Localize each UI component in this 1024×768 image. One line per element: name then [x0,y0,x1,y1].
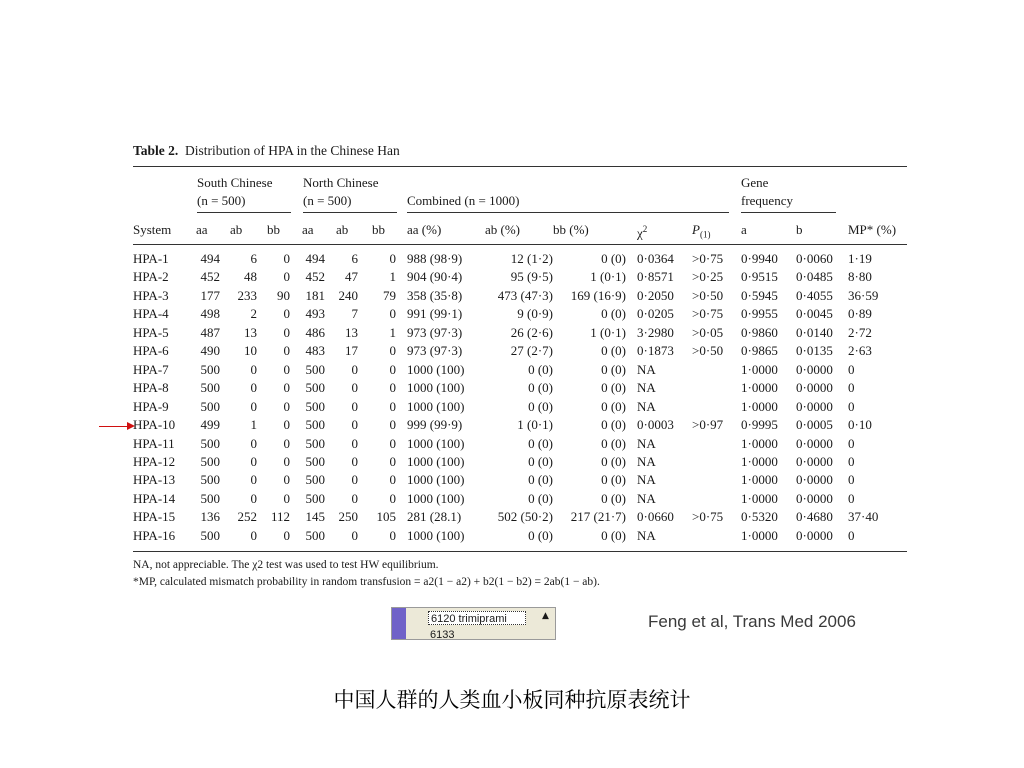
table-cell: 494 [200,251,220,266]
table-cell: 0 [250,472,257,488]
table-cell: 973 (97·3) [407,324,463,340]
column-header-0: System [133,222,172,237]
table-cell: NA [637,380,656,396]
table-cell: 79 [383,287,396,303]
column-header-4: aa [302,222,314,237]
table-cell: 0·5320 [741,509,778,525]
table-cell: 48 [244,269,257,285]
table-cell: 233 [237,287,257,303]
table-cell: 0 [389,398,396,414]
table-cell: 0·0060 [796,251,833,266]
table-cell: 0·4055 [796,287,833,303]
row-system-label: HPA-1 [133,251,169,266]
table-cell: 1·0000 [741,490,778,506]
table-cell: 0 (0) [601,453,626,469]
table-top-rule [133,166,907,167]
table-cell: 0·0045 [796,306,833,322]
table-cell: 2 [250,306,257,322]
table-cell: 1 (0·1) [590,324,626,340]
table-cell: 7 [351,306,358,322]
table-title: Distribution of HPA in the Chinese Han [185,143,400,158]
table-cell: 1 [389,269,396,285]
table-cell: 0·0000 [796,398,833,414]
table-cell: 0·0205 [637,306,674,322]
table-cell: 0·0135 [796,343,833,359]
table-cell: 0 [848,380,855,396]
table-cell: 1000 (100) [407,361,465,377]
table-cell: 0 [283,380,290,396]
table-cell: 500 [305,453,325,469]
column-header-1: aa [196,222,208,237]
group-header-south: South Chinese [197,175,273,190]
row-system-label: HPA-5 [133,324,169,340]
table-cell: 0·0364 [637,251,674,266]
table-cell: 1000 (100) [407,472,465,488]
table-cell: NA [637,398,656,414]
table-cell: 494 [305,251,325,266]
table-cell: 1000 (100) [407,527,465,543]
table-cell: 991 (99·1) [407,306,463,322]
table-cell: 0 (0) [601,472,626,488]
table-cell: 0 (0) [601,343,626,359]
table-cell: 0 [389,361,396,377]
table-cell: 0 [848,361,855,377]
table-cell: 240 [338,287,358,303]
table-cell: 112 [270,509,290,525]
table-cell: 90 [277,287,290,303]
table-cell: 0·4680 [796,509,833,525]
column-header-3: bb [267,222,280,237]
table-cell: 1·0000 [741,435,778,451]
row-system-label: HPA-7 [133,361,169,377]
table-cell: 1·19 [848,251,872,266]
table-cell: 0 (0) [528,527,553,543]
table-cell: 0 [389,472,396,488]
table-cell: 0 [389,417,396,433]
table-cell: 487 [200,324,220,340]
table-cell: 999 (99·9) [407,417,463,433]
table-cell: 0 [283,269,290,285]
table-cell: NA [637,453,656,469]
table-cell: 0·9995 [741,417,778,433]
table-cell: 0 [283,361,290,377]
table-cell: >0·50 [692,343,724,359]
table-cell: 0 [250,398,257,414]
table-cell: 0·0660 [637,509,674,525]
row-system-label: HPA-8 [133,380,169,396]
table-cell: 1·0000 [741,453,778,469]
table-caption [133,143,400,159]
table-cell: 13 [345,324,358,340]
scroll-up-icon[interactable]: ▲ [542,611,549,621]
table-cell: 0 [351,361,358,377]
table-cell: 12 (1·2) [510,251,553,266]
group-header-north: North Chinese [303,175,379,190]
table-cell: 500 [305,435,325,451]
table-cell: NA [637,472,656,488]
table-cell: 0 [283,251,290,266]
table-cell: >0·75 [692,306,724,322]
table-cell: 1 [250,417,257,433]
table-cell: NA [637,435,656,451]
table-cell: 1000 (100) [407,435,465,451]
column-header-13: b [796,222,803,237]
table-cell: 0 [250,490,257,506]
table-cell: 1·0000 [741,361,778,377]
table-cell: 2·63 [848,343,872,359]
table-cell: 1 (0·1) [517,417,553,433]
table-cell: 358 (35·8) [407,287,463,303]
table-cell: 0 [250,453,257,469]
table-note-mp: *MP, calculated mismatch probability in random transfusion = a2(1 − a2) + b2(1 − b2) = 2ab(1 − ab). [133,576,600,588]
table-cell: 217 (21·7) [570,509,626,525]
table-cell: 0 [351,398,358,414]
table-cell: >0·75 [692,509,724,525]
table-cell: 500 [305,472,325,488]
table-cell: 500 [305,490,325,506]
table-cell: 500 [200,435,220,451]
table-cell: 0·1873 [637,343,674,359]
table-cell: NA [637,361,656,377]
table-cell: 0 [283,527,290,543]
table-cell: 498 [200,306,220,322]
table-cell: >0·50 [692,287,724,303]
table-cell: >0·05 [692,324,724,340]
table-cell: 452 [200,269,220,285]
table-bottom-rule [133,551,907,552]
table-cell: 0 (0) [528,453,553,469]
table-cell: 0 [283,453,290,469]
table-cell: 0·2050 [637,287,674,303]
table-cell: 0 [283,343,290,359]
table-cell: 0·10 [848,417,872,433]
table-cell: 0 (0) [528,361,553,377]
table-cell: >0·97 [692,417,724,433]
table-cell: 0 [389,435,396,451]
table-cell: 0 [848,435,855,451]
table-cell: 0·0000 [796,527,833,543]
table-cell: 0·8571 [637,269,674,285]
table-cell: 0 [389,453,396,469]
table-cell: 6 [250,251,257,266]
table-cell: 0 [848,490,855,506]
table-cell: 145 [305,509,325,525]
citation: Feng et al, Trans Med 2006 [648,612,856,631]
table-cell: 1·0000 [741,380,778,396]
table-cell: 6 [351,251,358,266]
table-cell: 904 (90·4) [407,269,463,285]
table-cell: 0 [351,435,358,451]
table-cell: 0·9860 [741,324,778,340]
table-cell: 500 [305,361,325,377]
table-cell: 1·0000 [741,472,778,488]
table-cell: 500 [200,472,220,488]
table-cell: 1000 (100) [407,453,465,469]
table-cell: 0 [351,453,358,469]
table-cell: 490 [200,343,220,359]
list-side-bar [392,608,406,640]
table-cell: 252 [237,509,257,525]
table-notes [133,557,600,591]
table-cell: 0 (0) [601,435,626,451]
table-cell: 0 [351,490,358,506]
table-cell: NA [637,527,656,543]
table-cell: 486 [305,324,325,340]
row-system-label: HPA-11 [133,435,175,451]
table-header-rule [133,244,907,245]
table-cell: 493 [305,306,325,322]
table-cell: 0 (0) [601,527,626,543]
group-rule-gene [741,212,836,213]
table-cell: 0 [351,380,358,396]
table-cell: 500 [200,361,220,377]
table-cell: 26 (2·6) [510,324,553,340]
table-cell: 0·0000 [796,380,833,396]
table-cell: NA [637,490,656,506]
table-cell: 0 [351,472,358,488]
table-cell: 483 [305,343,325,359]
table-cell: 1 [389,324,396,340]
table-cell: 9 (0·9) [517,306,553,322]
table-cell: 136 [200,509,220,525]
table-cell: 250 [338,509,358,525]
table-cell: 973 (97·3) [407,343,463,359]
table-cell: 1000 (100) [407,490,465,506]
table-cell: 452 [305,269,325,285]
table-cell: 0 [848,398,855,414]
table-cell: 169 (16·9) [570,287,626,303]
table-cell: 0 [283,398,290,414]
column-header-2: ab [230,222,243,237]
table-cell: 0 [283,306,290,322]
table-cell: 500 [200,380,220,396]
table-cell: 500 [200,453,220,469]
table-cell: 500 [200,527,220,543]
table-cell: 988 (98·9) [407,251,463,266]
table-cell: 36·59 [848,287,879,303]
table-cell: 0 (0) [528,435,553,451]
table-cell: 0 (0) [601,251,626,266]
group-rule-combined [407,212,729,213]
table-cell: 0 (0) [601,306,626,322]
table-cell: 0·0003 [637,417,674,433]
table-cell: 0 [848,527,855,543]
table-cell: 1000 (100) [407,398,465,414]
row-system-label: HPA-14 [133,490,176,506]
table-cell: 0 [389,251,396,266]
table-cell: 502 (50·2) [497,509,553,525]
group-header-combined: Combined (n = 1000) [407,193,520,208]
highlight-arrow-line [99,426,129,427]
table-cell: 0 (0) [601,361,626,377]
table-cell: 105 [376,509,396,525]
table-cell: 0·9515 [741,269,778,285]
table-note-na: NA, not appreciable. The χ2 test was used to test HW equilibrium. [133,559,439,571]
table-cell: 0 (0) [528,398,553,414]
column-header-7: aa (%) [407,222,442,237]
table-cell: 0 (0) [528,380,553,396]
table-cell: 8·80 [848,269,872,285]
table-cell: 0 [250,380,257,396]
table-cell: 500 [305,527,325,543]
list-item-selected[interactable]: 6120 trimiprami [428,611,526,625]
group-rule-south [197,212,291,213]
table-cell: 0·9865 [741,343,778,359]
table-cell: 0·0485 [796,269,833,285]
table-cell: 499 [200,417,220,433]
table-cell: 13 [244,324,257,340]
table-cell: 0·0000 [796,361,833,377]
table-cell: 17 [345,343,358,359]
table-cell: 500 [305,398,325,414]
column-header-6: bb [372,222,385,237]
slide-title: 中国人群的人类血小板同种抗原表统计 [333,688,691,712]
row-system-label: HPA-12 [133,453,176,469]
table-cell: 37·40 [848,509,879,525]
table-cell: 0·9940 [741,251,778,266]
row-system-label: HPA-3 [133,287,169,303]
table-cell: 181 [305,287,325,303]
table-cell: 3·2980 [637,324,674,340]
row-system-label: HPA-2 [133,269,169,285]
table-cell: 0 [389,343,396,359]
row-system-label: HPA-15 [133,509,176,525]
table-cell: 0·0000 [796,490,833,506]
group-header-gene-2: frequency [741,193,793,208]
table-cell: 2·72 [848,324,872,340]
table-cell: 0 [283,417,290,433]
table-cell: 1000 (100) [407,380,465,396]
row-system-label: HPA-13 [133,472,176,488]
table-cell: 0 [283,435,290,451]
group-header-gene-1: Gene [741,175,769,190]
group-header-south-n: (n = 500) [197,193,246,208]
table-cell: 281 (28.1) [407,509,462,525]
column-header-11: $P_{(1)}$ [692,222,711,240]
row-system-label: HPA-4 [133,306,169,322]
table-cell: 0 (0) [601,398,626,414]
table-cell: 95 (9·5) [510,269,553,285]
table-cell: 0 [250,361,257,377]
row-system-label: HPA-9 [133,398,169,414]
table-cell: 0 [389,306,396,322]
table-cell: 473 (47·3) [497,287,553,303]
table-cell: 500 [305,380,325,396]
list-item[interactable]: 6133 [430,629,455,640]
row-system-label: HPA-10 [133,417,176,433]
row-system-label: HPA-6 [133,343,169,359]
table-cell: 0·9955 [741,306,778,322]
table-cell: 0 [283,490,290,506]
table-cell: 27 (2·7) [510,343,553,359]
table-cell: 0 [283,324,290,340]
table-cell: 1·0000 [741,527,778,543]
table-cell: 0 (0) [528,490,553,506]
column-header-12: a [741,222,747,237]
table-cell: 0 [351,527,358,543]
row-system-label: HPA-16 [133,527,176,543]
table-cell: 500 [305,417,325,433]
table-cell: 0 [848,472,855,488]
table-cell: >0·75 [692,251,724,266]
table-cell: 0 [389,490,396,506]
column-header-10: $\chi^2$ [637,224,648,241]
table-cell: 500 [200,490,220,506]
table-cell: 0·0000 [796,453,833,469]
table-cell: 0·89 [848,306,872,322]
table-cell: 0 [389,527,396,543]
table-cell: 0·0000 [796,435,833,451]
table-cell: 177 [200,287,220,303]
table-cell: 0 [283,472,290,488]
table-cell: 47 [345,269,358,285]
table-cell: 0 [351,417,358,433]
table-cell: 0 (0) [601,380,626,396]
table-cell: 0 [848,453,855,469]
column-header-9: bb (%) [553,222,589,237]
table-label: Table 2. [133,143,179,158]
table-cell: 0 [250,435,257,451]
table-cell: 1·0000 [741,398,778,414]
column-header-8: ab (%) [485,222,521,237]
table-cell: 1 (0·1) [590,269,626,285]
column-header-5: ab [336,222,349,237]
table-cell: 0·0005 [796,417,833,433]
drug-list-widget[interactable] [391,607,556,640]
group-rule-north [303,212,397,213]
table-cell: 500 [200,398,220,414]
table-cell: 0 (0) [601,417,626,433]
table-cell: 0·0140 [796,324,833,340]
table-cell: 0 [389,380,396,396]
table-cell: 0·5945 [741,287,778,303]
table-cell: 0 [250,527,257,543]
column-header-14: MP* (%) [848,222,897,237]
table-cell: 0 (0) [601,490,626,506]
table-cell: 0 (0) [528,472,553,488]
highlight-arrow-icon [127,422,135,430]
table-cell: 10 [244,343,257,359]
table-cell: 0·0000 [796,472,833,488]
group-header-north-n: (n = 500) [303,193,352,208]
table-cell: >0·25 [692,269,724,285]
